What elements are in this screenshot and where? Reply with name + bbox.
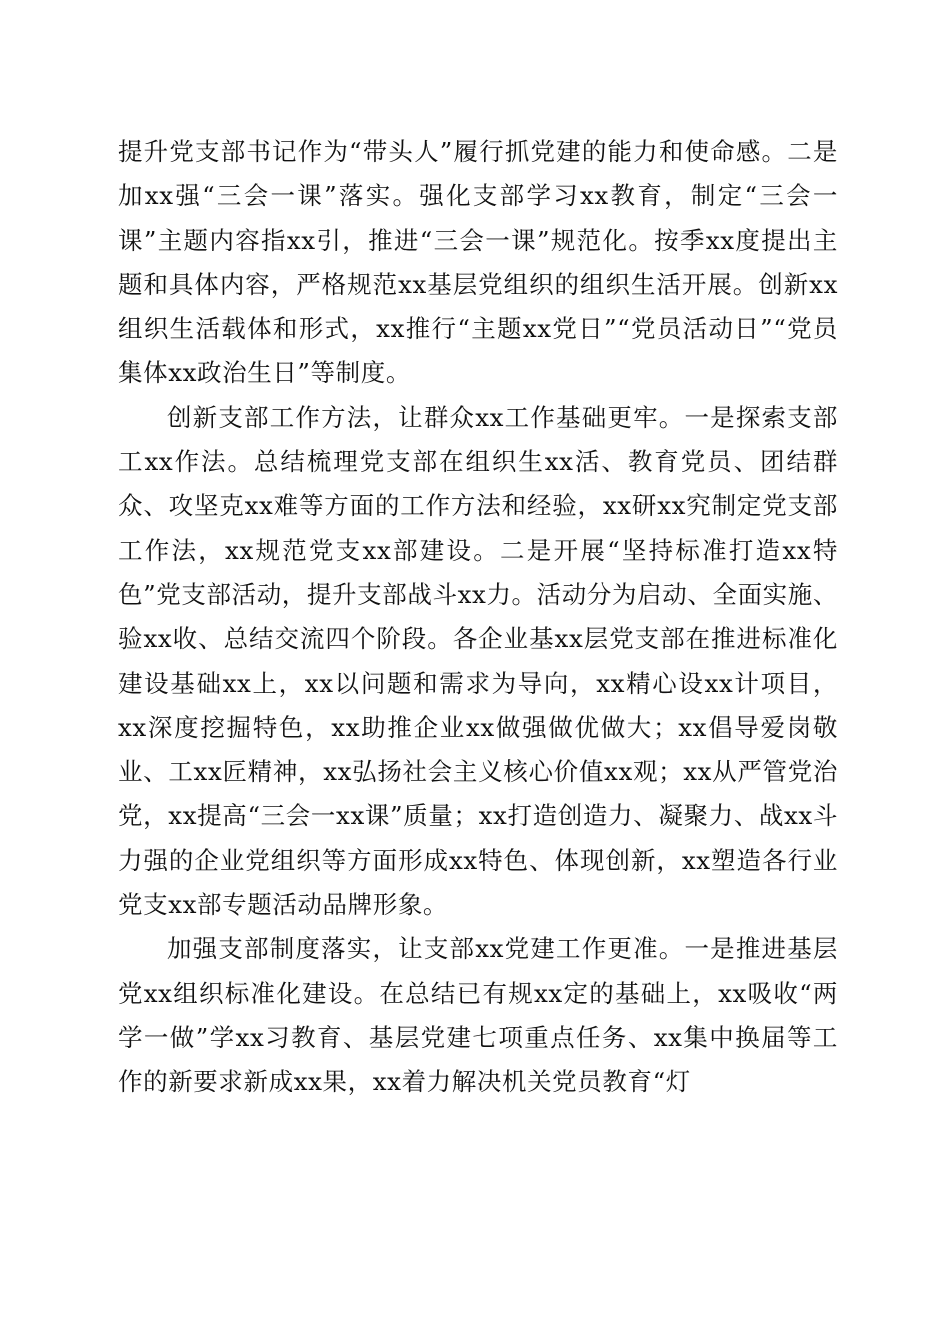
document-body (118, 130, 838, 1105)
paragraph-3: 加强支部制度落实，让支部xx党建工作更准。一是推进基层党xx组织标准化建设。在总结已有规xx定的基础上，xx吸收“两学一做”学xx习教育、基层党建七项重点任务、xx集中换届等工作的新要求新成xx果，xx着力解决机关党员教育“灯 (118, 934, 838, 1097)
paragraph-1: 提升党支部书记作为“带头人”履行抓党建的能力和使命感。二是加xx强“三会一课”落实。强化支部学习xx教育，制定“三会一课”主题内容指xx引，推进“三会一课”规范化。按季xx度提出主题和具体内容，严格规范xx基层党组织的组织生活开展。创新xx组织生活载体和形式，xx推行“主题xx党日”“党员活动日”“党员集体xx政治生日”等制度。 (118, 137, 838, 388)
paragraph-2: 创新支部工作方法，让群众xx工作基础更牢。一是探索支部工xx作法。总结梳理党支部在组织生xx活、教育党员、团结群众、攻坚克xx难等方面的工作方法和经验，xx研xx究制定党支部工作法，xx规范党支xx部建设。二是开展“坚持标准打造xx特色”党支部活动，提升支部战斗xx力。活动分为启动、全面实施、验xx收、总结交流四个阶段。各企业基xx层党支部在推进标准化建设基础xx上，xx以问题和需求为导向，xx精心设xx计项目，xx深度挖掘特色，xx助推企业xx做强做优做大；xx倡导爱岗敬业、工xx匠精神，xx弘扬社会主义核心价值xx观；xx从严管党治党，xx提高“三会一xx课”质量；xx打造创造力、凝聚力、战xx斗力强的企业党组织等方面形成xx特色、体现创新，xx塑造各行业党支xx部专题活动品牌形象。 (118, 402, 838, 920)
